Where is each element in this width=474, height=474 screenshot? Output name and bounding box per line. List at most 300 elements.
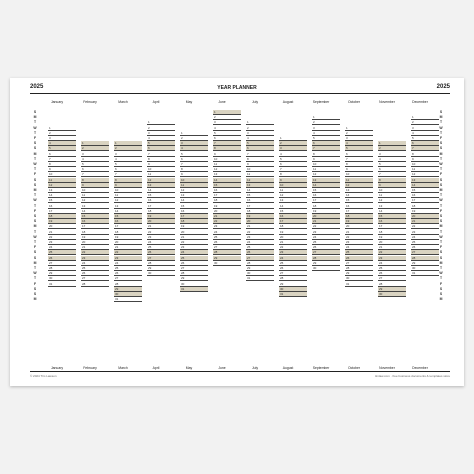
day-number: 23 [214, 224, 218, 229]
day-number: 11 [148, 172, 152, 177]
day-number: 8 [214, 146, 216, 151]
day-number: 10 [412, 162, 416, 166]
day-number: 19 [49, 219, 53, 224]
day-number: 10 [49, 172, 53, 177]
day-number: 5 [148, 141, 150, 146]
weekday-letter: S [439, 286, 443, 291]
day-number: 7 [148, 151, 150, 156]
day-number: 12 [313, 172, 317, 177]
day-number: 18 [313, 203, 317, 208]
weekday-letter: W [439, 162, 443, 166]
weekday-letter: M [439, 297, 443, 302]
day-number: 4 [313, 130, 315, 135]
day-number: 17 [280, 219, 284, 224]
day-number: 5 [214, 130, 216, 135]
month-name-july-bottom: July [251, 366, 259, 370]
day-number: 13 [247, 182, 251, 187]
day-number: 27 [82, 276, 86, 281]
day-number: 13 [148, 182, 152, 187]
day-number: 10 [346, 172, 350, 177]
day-number: 16 [181, 208, 185, 213]
day-number: 5 [49, 146, 51, 151]
day-number: 12 [214, 167, 218, 172]
weekday-letter: T [33, 229, 37, 234]
day-number: 14 [313, 182, 317, 187]
month-name-august: August [282, 100, 294, 104]
weekday-letter: W [439, 198, 443, 203]
day-number: 14 [412, 182, 416, 187]
day-number: 1 [412, 115, 414, 120]
weekday-letter: F [33, 208, 37, 213]
day-cell [345, 282, 373, 287]
day-number: 16 [82, 219, 86, 224]
month-name-november-bottom: November [379, 366, 395, 370]
day-number: 8 [181, 167, 183, 172]
day-number: 28 [247, 260, 251, 265]
month-name-july: July [251, 100, 259, 104]
month-name-february-bottom: February [83, 366, 97, 370]
day-number: 20 [148, 219, 152, 224]
day-number: 21 [247, 224, 251, 229]
weekday-letter: S [439, 292, 443, 296]
day-number: 23 [181, 245, 185, 250]
day-number: 21 [412, 219, 416, 224]
weekday-letter: M [439, 260, 443, 265]
day-number: 26 [82, 271, 86, 276]
day-number: 26 [379, 271, 383, 276]
day-number: 22 [379, 250, 383, 255]
day-number: 21 [115, 245, 119, 250]
weekday-letter: M [33, 115, 37, 120]
day-number: 2 [313, 120, 315, 125]
day-number: 17 [247, 203, 251, 208]
weekday-letter: S [439, 110, 443, 114]
weekday-letter: T [439, 240, 443, 244]
month-name-october: October [347, 100, 361, 104]
day-number: 24 [379, 260, 383, 265]
day-number: 28 [412, 255, 416, 260]
day-number: 22 [280, 245, 284, 250]
weekday-letter: T [439, 276, 443, 281]
day-number: 3 [412, 125, 414, 130]
weekday-letter: M [33, 260, 37, 265]
day-number: 2 [346, 130, 348, 135]
day-number: 9 [247, 162, 249, 166]
day-number: 10 [181, 177, 185, 182]
month-name-february: February [83, 100, 97, 104]
day-number: 18 [214, 198, 218, 203]
day-number: 26 [115, 271, 119, 276]
day-number: 5 [82, 162, 84, 166]
day-number: 31 [412, 271, 416, 276]
day-number: 24 [412, 234, 416, 239]
day-number: 6 [247, 146, 249, 151]
header-rule [30, 93, 450, 94]
day-number: 11 [280, 188, 284, 192]
day-number: 8 [247, 156, 249, 161]
day-number: 4 [379, 156, 381, 161]
weekday-letter: F [439, 281, 443, 286]
day-number: 13 [115, 203, 119, 208]
day-number: 10 [115, 188, 119, 192]
day-number: 10 [82, 188, 86, 192]
day-number: 20 [313, 214, 317, 218]
day-number: 18 [49, 214, 53, 218]
page-title: YEAR PLANNER [217, 85, 257, 91]
day-number: 6 [115, 167, 117, 172]
day-number: 31 [181, 286, 185, 291]
day-number: 7 [379, 172, 381, 177]
day-number: 9 [49, 167, 51, 172]
weekday-letter: S [439, 141, 443, 146]
day-number: 22 [115, 250, 119, 255]
day-number: 27 [313, 250, 317, 255]
weekday-letter: M [439, 115, 443, 120]
day-number: 26 [181, 260, 185, 265]
day-number: 9 [280, 177, 282, 182]
day-number: 7 [313, 146, 315, 151]
weekday-letter: T [439, 193, 443, 198]
day-number: 13 [412, 177, 416, 182]
day-number: 9 [115, 182, 117, 187]
day-number: 23 [115, 255, 119, 260]
day-number: 27 [115, 276, 119, 281]
day-number: 1 [49, 125, 51, 130]
weekday-letter: W [33, 234, 37, 239]
day-number: 11 [181, 182, 185, 187]
day-number: 29 [181, 276, 185, 281]
weekday-letter: T [33, 240, 37, 244]
day-number: 17 [313, 198, 317, 203]
day-number: 3 [148, 130, 150, 135]
weekday-letter: S [33, 292, 37, 296]
day-number: 28 [280, 276, 284, 281]
day-number: 5 [115, 162, 117, 166]
day-number: 17 [346, 208, 350, 213]
day-number: 20 [346, 224, 350, 229]
weekday-letter: W [439, 125, 443, 130]
day-number: 2 [214, 115, 216, 120]
day-number: 19 [247, 214, 251, 218]
day-number: 1 [214, 110, 216, 114]
weekday-letter: S [439, 182, 443, 187]
day-cell [378, 292, 406, 297]
day-number: 24 [214, 229, 218, 234]
day-number: 2 [412, 120, 414, 125]
day-number: 14 [214, 177, 218, 182]
month-name-november: November [379, 100, 395, 104]
day-number: 19 [280, 229, 284, 234]
day-number: 2 [148, 125, 150, 130]
day-number: 18 [412, 203, 416, 208]
day-number: 15 [379, 214, 383, 218]
day-number: 13 [49, 188, 53, 192]
weekday-letter: T [33, 120, 37, 125]
day-number: 29 [379, 286, 383, 291]
month-name-january: January [50, 100, 64, 104]
day-number: 12 [181, 188, 185, 192]
weekday-letter: F [439, 172, 443, 177]
day-number: 11 [247, 172, 251, 177]
day-number: 9 [412, 156, 414, 161]
day-number: 8 [313, 151, 315, 156]
day-number: 19 [181, 224, 185, 229]
month-name-september-bottom: September [312, 366, 330, 370]
day-number: 12 [82, 198, 86, 203]
day-number: 24 [247, 240, 251, 244]
day-number: 15 [247, 193, 251, 198]
weekday-letter: S [439, 255, 443, 260]
day-number: 20 [412, 214, 416, 218]
day-number: 29 [412, 260, 416, 265]
day-number: 8 [280, 172, 282, 177]
day-number: 2 [181, 136, 183, 140]
day-cell [81, 282, 109, 287]
day-number: 8 [346, 162, 348, 166]
weekday-letter: S [33, 110, 37, 114]
day-number: 31 [346, 281, 350, 286]
day-number: 12 [115, 198, 119, 203]
day-number: 30 [214, 260, 218, 265]
day-number: 22 [181, 240, 185, 244]
month-name-march: March [118, 100, 128, 104]
day-number: 1 [82, 141, 84, 146]
day-number: 18 [379, 229, 383, 234]
day-number: 19 [214, 203, 218, 208]
day-number: 19 [313, 208, 317, 213]
day-number: 25 [280, 260, 284, 265]
day-number: 20 [280, 234, 284, 239]
day-number: 6 [148, 146, 150, 151]
day-number: 13 [214, 172, 218, 177]
day-number: 29 [346, 271, 350, 276]
day-number: 19 [412, 208, 416, 213]
day-number: 13 [346, 188, 350, 192]
footer-copyright: © 2024 Tim Lawson [30, 374, 57, 378]
day-number: 18 [82, 229, 86, 234]
day-number: 14 [181, 198, 185, 203]
day-number: 31 [247, 276, 251, 281]
day-number: 10 [214, 156, 218, 161]
day-number: 24 [49, 245, 53, 250]
day-number: 28 [346, 266, 350, 270]
day-number: 25 [412, 240, 416, 244]
month-name-december-bottom: December [412, 366, 428, 370]
year-planner-sheet [10, 78, 464, 386]
weekday-letter: F [439, 136, 443, 140]
day-number: 18 [181, 219, 185, 224]
day-number: 5 [280, 156, 282, 161]
day-number: 12 [379, 198, 383, 203]
day-number: 21 [280, 240, 284, 244]
day-number: 14 [115, 208, 119, 213]
day-number: 7 [181, 162, 183, 166]
day-number: 23 [313, 229, 317, 234]
day-number: 15 [346, 198, 350, 203]
weekday-letter: T [439, 156, 443, 161]
day-number: 14 [280, 203, 284, 208]
day-number: 25 [346, 250, 350, 255]
day-number: 17 [412, 198, 416, 203]
day-number: 23 [49, 240, 53, 244]
day-number: 16 [115, 219, 119, 224]
day-number: 28 [313, 255, 317, 260]
day-number: 1 [313, 115, 315, 120]
day-number: 3 [214, 120, 216, 125]
day-number: 4 [82, 156, 84, 161]
day-number: 19 [115, 234, 119, 239]
day-number: 24 [280, 255, 284, 260]
day-cell [411, 271, 439, 276]
day-number: 6 [82, 167, 84, 172]
day-number: 29 [313, 260, 317, 265]
day-number: 30 [181, 281, 185, 286]
month-name-december: December [412, 100, 428, 104]
weekday-letter: T [439, 130, 443, 135]
day-number: 16 [412, 193, 416, 198]
day-number: 30 [280, 286, 284, 291]
weekday-letter: S [33, 286, 37, 291]
day-number: 17 [82, 224, 86, 229]
day-number: 12 [247, 177, 251, 182]
day-number: 6 [313, 141, 315, 146]
day-number: 8 [82, 177, 84, 182]
day-number: 9 [148, 162, 150, 166]
weekday-letter: T [33, 266, 37, 270]
day-number: 27 [346, 260, 350, 265]
day-number: 27 [412, 250, 416, 255]
day-number: 4 [115, 156, 117, 161]
day-cell [114, 297, 142, 302]
day-number: 26 [148, 250, 152, 255]
day-number: 15 [412, 188, 416, 192]
day-number: 4 [148, 136, 150, 140]
weekday-letter: S [33, 146, 37, 151]
day-number: 28 [148, 260, 152, 265]
day-number: 25 [49, 250, 53, 255]
day-number: 11 [214, 162, 218, 166]
day-number: 21 [346, 229, 350, 234]
day-number: 25 [313, 240, 317, 244]
month-name-september: September [312, 100, 330, 104]
day-number: 25 [181, 255, 185, 260]
day-number: 1 [346, 125, 348, 130]
day-number: 17 [115, 224, 119, 229]
day-number: 15 [115, 214, 119, 218]
day-number: 20 [181, 229, 185, 234]
weekday-letter: S [439, 146, 443, 151]
day-number: 22 [247, 229, 251, 234]
day-number: 5 [379, 162, 381, 166]
day-number: 7 [82, 172, 84, 177]
day-number: 17 [214, 193, 218, 198]
day-number: 29 [115, 286, 119, 291]
weekday-letter: M [439, 224, 443, 229]
day-number: 25 [115, 266, 119, 270]
day-number: 12 [49, 182, 53, 187]
day-number: 11 [379, 193, 383, 198]
weekday-letter: W [33, 271, 37, 276]
month-name-may-bottom: May [185, 366, 193, 370]
day-cell [279, 292, 307, 297]
day-number: 9 [379, 182, 381, 187]
day-number: 14 [49, 193, 53, 198]
day-number: 14 [148, 188, 152, 192]
day-number: 26 [313, 245, 317, 250]
weekday-letter: M [439, 188, 443, 192]
day-number: 20 [214, 208, 218, 213]
day-number: 11 [82, 193, 86, 198]
day-number: 22 [313, 224, 317, 229]
day-cell [48, 282, 76, 287]
footer-rule [30, 371, 450, 372]
day-number: 6 [49, 151, 51, 156]
day-number: 22 [82, 250, 86, 255]
day-number: 3 [313, 125, 315, 130]
day-number: 23 [148, 234, 152, 239]
footer-site: timlaw.com · free business documents & templates store [374, 374, 450, 378]
day-number: 22 [412, 224, 416, 229]
day-number: 4 [49, 141, 51, 146]
day-number: 14 [247, 188, 251, 192]
day-number: 20 [115, 240, 119, 244]
day-number: 14 [82, 208, 86, 213]
day-number: 22 [346, 234, 350, 239]
day-cell [312, 266, 340, 271]
day-number: 8 [49, 162, 51, 166]
day-number: 4 [412, 130, 414, 135]
day-number: 28 [82, 281, 86, 286]
year-label-right: 2025 [436, 84, 450, 90]
day-number: 8 [115, 177, 117, 182]
day-number: 23 [82, 255, 86, 260]
weekday-letter: S [33, 255, 37, 260]
day-number: 5 [346, 146, 348, 151]
day-number: 29 [280, 281, 284, 286]
day-number: 29 [214, 255, 218, 260]
day-number: 27 [247, 255, 251, 260]
weekday-letter: W [33, 162, 37, 166]
weekday-letter: S [33, 219, 37, 224]
day-number: 3 [280, 146, 282, 151]
day-number: 2 [379, 146, 381, 151]
weekday-letter: T [439, 266, 443, 270]
day-number: 16 [313, 193, 317, 198]
day-number: 26 [214, 240, 218, 244]
day-number: 19 [379, 234, 383, 239]
day-number: 30 [379, 292, 383, 296]
day-number: 13 [280, 198, 284, 203]
day-number: 6 [214, 136, 216, 140]
day-number: 29 [247, 266, 251, 270]
day-number: 16 [148, 198, 152, 203]
day-number: 2 [115, 146, 117, 151]
day-number: 13 [379, 203, 383, 208]
day-number: 18 [346, 214, 350, 218]
weekday-letter: T [33, 156, 37, 161]
day-number: 12 [280, 193, 284, 198]
day-number: 21 [379, 245, 383, 250]
day-number: 5 [181, 151, 183, 156]
weekday-letter: M [33, 188, 37, 192]
day-number: 1 [181, 130, 183, 135]
day-number: 6 [280, 162, 282, 166]
day-number: 25 [214, 234, 218, 239]
day-number: 29 [148, 266, 152, 270]
day-number: 18 [280, 224, 284, 229]
day-number: 27 [181, 266, 185, 270]
weekday-letter: F [33, 245, 37, 250]
